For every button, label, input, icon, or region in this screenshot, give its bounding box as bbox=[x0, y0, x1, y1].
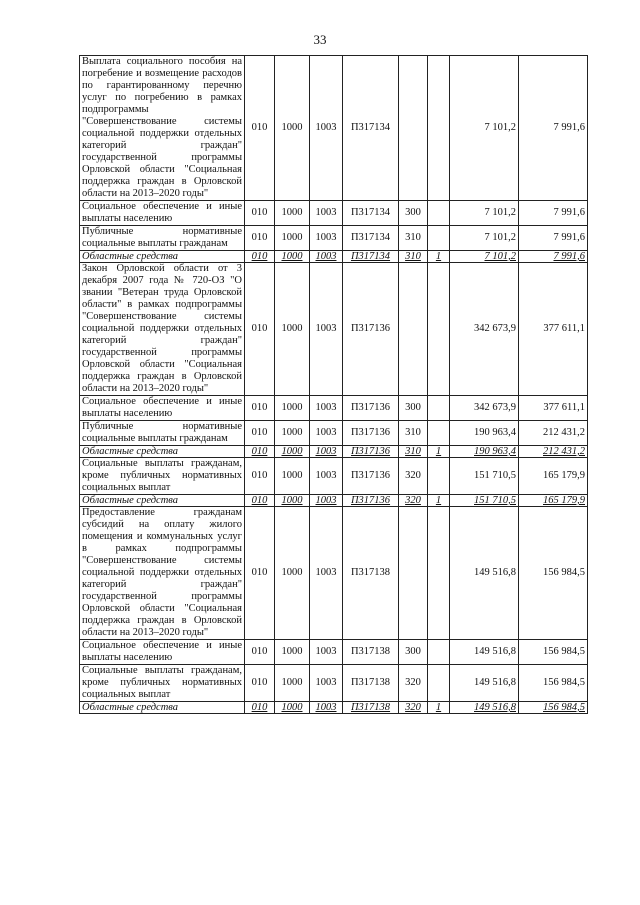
amount-second-year: 7 991,6 bbox=[519, 251, 588, 263]
expense-type-code bbox=[399, 56, 428, 201]
amount-second-year: 156 984,5 bbox=[519, 640, 588, 665]
target-article-code: П317136 bbox=[343, 495, 399, 507]
subsection-code: 1003 bbox=[310, 421, 343, 446]
ministry-code: 010 bbox=[245, 263, 275, 396]
table-row bbox=[80, 396, 588, 421]
ministry-code: 010 bbox=[245, 226, 275, 251]
funding-source-code: 1 bbox=[428, 251, 450, 263]
expense-type-code bbox=[399, 507, 428, 640]
target-article-code: П317138 bbox=[343, 507, 399, 640]
funding-source-code bbox=[428, 507, 450, 640]
amount-first-year: 7 101,2 bbox=[450, 251, 519, 263]
target-article-code: П317134 bbox=[343, 251, 399, 263]
funding-source-code bbox=[428, 263, 450, 396]
amount-first-year: 7 101,2 bbox=[450, 56, 519, 201]
subsection-code: 1003 bbox=[310, 251, 343, 263]
budget-table-body bbox=[80, 56, 588, 714]
row-name: Областные средства bbox=[80, 251, 245, 263]
table-row bbox=[80, 421, 588, 446]
target-article-code: П317134 bbox=[343, 56, 399, 201]
amount-first-year: 190 963,4 bbox=[450, 421, 519, 446]
subsection-code: 1003 bbox=[310, 495, 343, 507]
target-article-code: П317136 bbox=[343, 458, 399, 495]
amount-second-year: 156 984,5 bbox=[519, 665, 588, 702]
target-article-code: П317136 bbox=[343, 263, 399, 396]
section-code: 1000 bbox=[275, 495, 310, 507]
expense-type-code bbox=[399, 263, 428, 396]
section-code: 1000 bbox=[275, 507, 310, 640]
target-article-code: П317134 bbox=[343, 226, 399, 251]
expense-type-code: 310 bbox=[399, 226, 428, 251]
row-name: Закон Орловской области от 3 декабря 2007 года № 720-ОЗ "О звании "Ветеран труда Орловской области" в рамках подпрограммы "Совершенствование системы социальной поддержки отдельных категорий граждан" государственной программы Орловской области "Социальная поддержка граждан в Орловской области на 2013–2020 годы" bbox=[80, 263, 245, 396]
expense-type-code: 320 bbox=[399, 702, 428, 714]
amount-second-year: 7 991,6 bbox=[519, 56, 588, 201]
ministry-code: 010 bbox=[245, 495, 275, 507]
amount-second-year: 7 991,6 bbox=[519, 226, 588, 251]
amount-second-year: 212 431,2 bbox=[519, 421, 588, 446]
section-code: 1000 bbox=[275, 421, 310, 446]
funding-source-code bbox=[428, 640, 450, 665]
expense-type-code: 300 bbox=[399, 640, 428, 665]
amount-first-year: 149 516,8 bbox=[450, 507, 519, 640]
target-article-code: П317136 bbox=[343, 421, 399, 446]
expense-type-code: 320 bbox=[399, 665, 428, 702]
amount-second-year: 156 984,5 bbox=[519, 507, 588, 640]
amount-first-year: 190 963,4 bbox=[450, 446, 519, 458]
target-article-code: П317136 bbox=[343, 446, 399, 458]
row-name: Социальное обеспечение и иные выплаты населению bbox=[80, 396, 245, 421]
table-row bbox=[80, 226, 588, 251]
amount-first-year: 149 516,8 bbox=[450, 702, 519, 714]
amount-first-year: 149 516,8 bbox=[450, 665, 519, 702]
funding-source-code: 1 bbox=[428, 446, 450, 458]
row-name: Областные средства bbox=[80, 446, 245, 458]
ministry-code: 010 bbox=[245, 702, 275, 714]
amount-second-year: 156 984,5 bbox=[519, 702, 588, 714]
table-row bbox=[80, 702, 588, 714]
amount-second-year: 212 431,2 bbox=[519, 446, 588, 458]
subsection-code: 1003 bbox=[310, 201, 343, 226]
row-name: Социальное обеспечение и иные выплаты населению bbox=[80, 640, 245, 665]
subsection-code: 1003 bbox=[310, 665, 343, 702]
expense-type-code: 310 bbox=[399, 421, 428, 446]
funding-source-code bbox=[428, 201, 450, 226]
section-code: 1000 bbox=[275, 702, 310, 714]
funding-source-code bbox=[428, 396, 450, 421]
subsection-code: 1003 bbox=[310, 702, 343, 714]
subsection-code: 1003 bbox=[310, 640, 343, 665]
amount-second-year: 165 179,9 bbox=[519, 458, 588, 495]
amount-first-year: 149 516,8 bbox=[450, 640, 519, 665]
subsection-code: 1003 bbox=[310, 446, 343, 458]
target-article-code: П317138 bbox=[343, 665, 399, 702]
funding-source-code: 1 bbox=[428, 702, 450, 714]
table-row bbox=[80, 665, 588, 702]
subsection-code: 1003 bbox=[310, 396, 343, 421]
table-row bbox=[80, 263, 588, 396]
amount-first-year: 151 710,5 bbox=[450, 495, 519, 507]
ministry-code: 010 bbox=[245, 665, 275, 702]
funding-source-code bbox=[428, 56, 450, 201]
amount-second-year: 165 179,9 bbox=[519, 495, 588, 507]
subsection-code: 1003 bbox=[310, 226, 343, 251]
amount-second-year: 7 991,6 bbox=[519, 201, 588, 226]
amount-first-year: 342 673,9 bbox=[450, 263, 519, 396]
row-name: Областные средства bbox=[80, 702, 245, 714]
row-name: Публичные нормативные социальные выплаты гражданам bbox=[80, 421, 245, 446]
amount-first-year: 151 710,5 bbox=[450, 458, 519, 495]
target-article-code: П317136 bbox=[343, 396, 399, 421]
page-number: 33 bbox=[313, 32, 327, 47]
amount-second-year: 377 611,1 bbox=[519, 263, 588, 396]
table-row bbox=[80, 56, 588, 201]
table-row bbox=[80, 495, 588, 507]
amount-first-year: 342 673,9 bbox=[450, 396, 519, 421]
section-code: 1000 bbox=[275, 665, 310, 702]
target-article-code: П317134 bbox=[343, 201, 399, 226]
expense-type-code: 300 bbox=[399, 201, 428, 226]
table-row bbox=[80, 507, 588, 640]
ministry-code: 010 bbox=[245, 446, 275, 458]
section-code: 1000 bbox=[275, 396, 310, 421]
expense-type-code: 320 bbox=[399, 458, 428, 495]
funding-source-code bbox=[428, 421, 450, 446]
table-row bbox=[80, 201, 588, 226]
section-code: 1000 bbox=[275, 458, 310, 495]
funding-source-code bbox=[428, 458, 450, 495]
ministry-code: 010 bbox=[245, 201, 275, 226]
row-name: Социальные выплаты гражданам, кроме публичных нормативных социальных выплат bbox=[80, 665, 245, 702]
funding-source-code bbox=[428, 665, 450, 702]
section-code: 1000 bbox=[275, 446, 310, 458]
ministry-code: 010 bbox=[245, 56, 275, 201]
section-code: 1000 bbox=[275, 640, 310, 665]
section-code: 1000 bbox=[275, 263, 310, 396]
table-row bbox=[80, 458, 588, 495]
expense-type-code: 310 bbox=[399, 251, 428, 263]
subsection-code: 1003 bbox=[310, 507, 343, 640]
subsection-code: 1003 bbox=[310, 56, 343, 201]
expense-type-code: 300 bbox=[399, 396, 428, 421]
expense-type-code: 310 bbox=[399, 446, 428, 458]
row-name: Социальные выплаты гражданам, кроме публичных нормативных социальных выплат bbox=[80, 458, 245, 495]
row-name: Выплата социального пособия на погребение и возмещение расходов по гарантированному перечню услуг по погребению в рамках подпрограммы "Совершенствование системы социальной поддержки отдельных категорий граждан" государственной программы Орловской области "Социальная поддержка граждан в Орловской области на 2013–2020 годы" bbox=[80, 56, 245, 201]
row-name: Социальное обеспечение и иные выплаты населению bbox=[80, 201, 245, 226]
table-row bbox=[80, 640, 588, 665]
amount-first-year: 7 101,2 bbox=[450, 201, 519, 226]
target-article-code: П317138 bbox=[343, 640, 399, 665]
ministry-code: 010 bbox=[245, 421, 275, 446]
funding-source-code bbox=[428, 226, 450, 251]
expense-type-code: 320 bbox=[399, 495, 428, 507]
funding-source-code: 1 bbox=[428, 495, 450, 507]
subsection-code: 1003 bbox=[310, 263, 343, 396]
subsection-code: 1003 bbox=[310, 458, 343, 495]
ministry-code: 010 bbox=[245, 396, 275, 421]
ministry-code: 010 bbox=[245, 507, 275, 640]
amount-first-year: 7 101,2 bbox=[450, 226, 519, 251]
row-name: Предоставление гражданам субсидий на оплату жилого помещения и коммунальных услуг в рамках подпрограммы "Совершенствование системы социальной поддержки отдельных категорий граждан" государственной программы Орловской области "Социальная поддержка граждан в Орловской области на 2013–2020 годы" bbox=[80, 507, 245, 640]
ministry-code: 010 bbox=[245, 640, 275, 665]
budget-table bbox=[79, 55, 588, 714]
ministry-code: 010 bbox=[245, 458, 275, 495]
row-name: Областные средства bbox=[80, 495, 245, 507]
target-article-code: П317138 bbox=[343, 702, 399, 714]
ministry-code: 010 bbox=[245, 251, 275, 263]
table-row bbox=[80, 251, 588, 263]
section-code: 1000 bbox=[275, 226, 310, 251]
amount-second-year: 377 611,1 bbox=[519, 396, 588, 421]
section-code: 1000 bbox=[275, 251, 310, 263]
table-row bbox=[80, 446, 588, 458]
section-code: 1000 bbox=[275, 56, 310, 201]
row-name: Публичные нормативные социальные выплаты гражданам bbox=[80, 226, 245, 251]
section-code: 1000 bbox=[275, 201, 310, 226]
